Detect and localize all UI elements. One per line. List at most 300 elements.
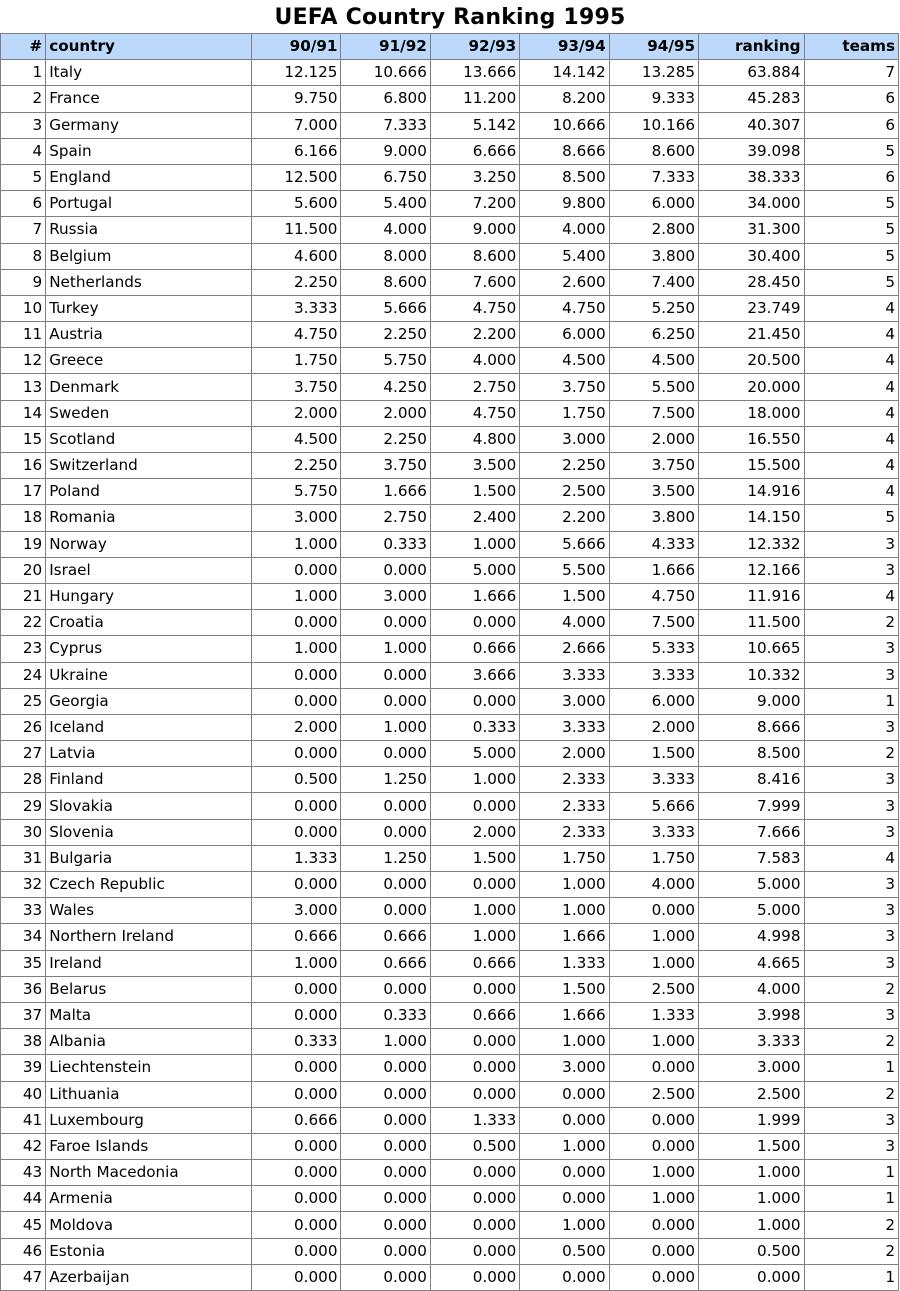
rank-number-cell: 3: [1, 112, 46, 138]
season-90-91-cell: 0.000: [252, 1002, 341, 1028]
teams-cell: 1: [804, 1160, 898, 1186]
season-93-94-cell: 3.333: [520, 662, 609, 688]
rank-number-cell: 15: [1, 426, 46, 452]
rank-number-cell: 32: [1, 872, 46, 898]
rank-number-cell: 25: [1, 688, 46, 714]
ranking-cell: 11.916: [699, 583, 804, 609]
teams-cell: 7: [804, 60, 898, 86]
rank-number-cell: 17: [1, 479, 46, 505]
ranking-cell: 0.000: [699, 1264, 804, 1290]
table-row: [1, 243, 899, 269]
ranking-cell: 1.000: [699, 1212, 804, 1238]
column-header-season-93-94[interactable]: 93/94: [520, 34, 609, 60]
country-cell: Scotland: [46, 426, 252, 452]
country-cell: North Macedonia: [46, 1160, 252, 1186]
season-94-95-cell: 6.000: [609, 688, 698, 714]
season-90-91-cell: 3.000: [252, 505, 341, 531]
season-90-91-cell: 2.000: [252, 714, 341, 740]
teams-cell: 3: [804, 1107, 898, 1133]
season-91-92-cell: 0.000: [341, 872, 430, 898]
season-90-91-cell: 3.750: [252, 374, 341, 400]
season-93-94-cell: 4.000: [520, 217, 609, 243]
ranking-cell: 38.333: [699, 164, 804, 190]
ranking-cell: 8.666: [699, 714, 804, 740]
season-92-93-cell: 0.666: [430, 636, 519, 662]
country-cell: Spain: [46, 138, 252, 164]
ranking-cell: 10.332: [699, 662, 804, 688]
season-94-95-cell: 10.166: [609, 112, 698, 138]
table-row: [1, 872, 899, 898]
season-92-93-cell: 2.750: [430, 374, 519, 400]
season-94-95-cell: 1.500: [609, 741, 698, 767]
season-91-92-cell: 0.000: [341, 1238, 430, 1264]
table-row: [1, 400, 899, 426]
season-94-95-cell: 2.000: [609, 714, 698, 740]
season-93-94-cell: 0.000: [520, 1160, 609, 1186]
season-93-94-cell: 9.800: [520, 191, 609, 217]
rank-number-cell: 35: [1, 950, 46, 976]
season-91-92-cell: 0.333: [341, 531, 430, 557]
country-cell: Russia: [46, 217, 252, 243]
rank-number-cell: 10: [1, 295, 46, 321]
season-93-94-cell: 0.000: [520, 1081, 609, 1107]
season-93-94-cell: 2.200: [520, 505, 609, 531]
teams-cell: 5: [804, 505, 898, 531]
season-94-95-cell: 7.500: [609, 400, 698, 426]
season-93-94-cell: 10.666: [520, 112, 609, 138]
season-90-91-cell: 2.250: [252, 269, 341, 295]
table-row: [1, 348, 899, 374]
season-94-95-cell: 6.000: [609, 191, 698, 217]
season-93-94-cell: 2.600: [520, 269, 609, 295]
season-91-92-cell: 2.000: [341, 400, 430, 426]
country-cell: Romania: [46, 505, 252, 531]
season-93-94-cell: 8.666: [520, 138, 609, 164]
teams-cell: 3: [804, 662, 898, 688]
season-91-92-cell: 0.000: [341, 976, 430, 1002]
season-92-93-cell: 0.000: [430, 1186, 519, 1212]
season-91-92-cell: 2.250: [341, 322, 430, 348]
country-cell: Estonia: [46, 1238, 252, 1264]
season-90-91-cell: 0.333: [252, 1029, 341, 1055]
country-cell: Bulgaria: [46, 845, 252, 871]
season-91-92-cell: 3.750: [341, 453, 430, 479]
country-cell: Croatia: [46, 610, 252, 636]
column-header-season-91-92[interactable]: 91/92: [341, 34, 430, 60]
table-row: [1, 950, 899, 976]
teams-cell: 3: [804, 819, 898, 845]
season-90-91-cell: 0.000: [252, 1133, 341, 1159]
table-row: [1, 60, 899, 86]
country-cell: Austria: [46, 322, 252, 348]
season-94-95-cell: 3.333: [609, 662, 698, 688]
season-94-95-cell: 3.333: [609, 767, 698, 793]
season-92-93-cell: 0.000: [430, 1212, 519, 1238]
season-90-91-cell: 0.000: [252, 1160, 341, 1186]
teams-cell: 4: [804, 348, 898, 374]
ranking-cell: 5.000: [699, 898, 804, 924]
country-cell: Liechtenstein: [46, 1055, 252, 1081]
season-92-93-cell: 0.000: [430, 976, 519, 1002]
ranking-cell: 11.500: [699, 610, 804, 636]
season-92-93-cell: 2.000: [430, 819, 519, 845]
country-cell: Wales: [46, 898, 252, 924]
season-90-91-cell: 0.666: [252, 924, 341, 950]
table-row: [1, 164, 899, 190]
teams-cell: 3: [804, 714, 898, 740]
season-91-92-cell: 4.250: [341, 374, 430, 400]
season-94-95-cell: 1.000: [609, 924, 698, 950]
season-93-94-cell: 8.500: [520, 164, 609, 190]
teams-cell: 5: [804, 217, 898, 243]
season-92-93-cell: 0.000: [430, 1081, 519, 1107]
season-91-92-cell: 1.250: [341, 767, 430, 793]
ranking-cell: 21.450: [699, 322, 804, 348]
column-header-season-90-91[interactable]: 90/91: [252, 34, 341, 60]
season-92-93-cell: 0.666: [430, 950, 519, 976]
table-row: [1, 845, 899, 871]
teams-cell: 5: [804, 243, 898, 269]
rank-number-cell: 30: [1, 819, 46, 845]
season-93-94-cell: 2.000: [520, 741, 609, 767]
season-91-92-cell: 0.000: [341, 662, 430, 688]
table-row: [1, 426, 899, 452]
season-90-91-cell: 2.250: [252, 453, 341, 479]
rank-number-cell: 40: [1, 1081, 46, 1107]
season-90-91-cell: 0.000: [252, 1264, 341, 1290]
table-row: [1, 112, 899, 138]
rank-number-cell: 11: [1, 322, 46, 348]
season-92-93-cell: 0.666: [430, 1002, 519, 1028]
ranking-cell: 15.500: [699, 453, 804, 479]
teams-cell: 5: [804, 191, 898, 217]
teams-cell: 4: [804, 426, 898, 452]
season-90-91-cell: 0.000: [252, 741, 341, 767]
country-cell: Georgia: [46, 688, 252, 714]
season-93-94-cell: 0.000: [520, 1264, 609, 1290]
season-93-94-cell: 1.666: [520, 1002, 609, 1028]
season-93-94-cell: 5.400: [520, 243, 609, 269]
ranking-cell: 1.500: [699, 1133, 804, 1159]
season-94-95-cell: 9.333: [609, 86, 698, 112]
ranking-cell: 3.000: [699, 1055, 804, 1081]
season-92-93-cell: 1.000: [430, 767, 519, 793]
rank-number-cell: 42: [1, 1133, 46, 1159]
teams-cell: 2: [804, 976, 898, 1002]
ranking-cell: 63.884: [699, 60, 804, 86]
season-93-94-cell: 4.000: [520, 610, 609, 636]
season-92-93-cell: 4.800: [430, 426, 519, 452]
teams-cell: 3: [804, 898, 898, 924]
season-90-91-cell: 0.000: [252, 1186, 341, 1212]
season-92-93-cell: 0.000: [430, 688, 519, 714]
table-row: [1, 453, 899, 479]
rank-number-cell: 13: [1, 374, 46, 400]
season-94-95-cell: 7.500: [609, 610, 698, 636]
season-93-94-cell: 4.750: [520, 295, 609, 321]
season-92-93-cell: 13.666: [430, 60, 519, 86]
season-90-91-cell: 11.500: [252, 217, 341, 243]
table-header: [1, 34, 899, 60]
table-row: [1, 1002, 899, 1028]
season-90-91-cell: 0.000: [252, 819, 341, 845]
season-92-93-cell: 11.200: [430, 86, 519, 112]
season-91-92-cell: 3.000: [341, 583, 430, 609]
country-cell: Poland: [46, 479, 252, 505]
season-94-95-cell: 0.000: [609, 1264, 698, 1290]
table-row: [1, 793, 899, 819]
season-90-91-cell: 5.750: [252, 479, 341, 505]
season-93-94-cell: 1.666: [520, 924, 609, 950]
rank-number-cell: 36: [1, 976, 46, 1002]
table-row: [1, 322, 899, 348]
teams-cell: 4: [804, 322, 898, 348]
page-title: UEFA Country Ranking 1995: [274, 5, 626, 30]
season-91-92-cell: 1.000: [341, 636, 430, 662]
table-row: [1, 217, 899, 243]
season-94-95-cell: 1.000: [609, 1160, 698, 1186]
season-90-91-cell: 1.000: [252, 531, 341, 557]
rank-number-cell: 29: [1, 793, 46, 819]
season-91-92-cell: 8.000: [341, 243, 430, 269]
season-90-91-cell: 5.600: [252, 191, 341, 217]
season-90-91-cell: 0.000: [252, 976, 341, 1002]
table-row: [1, 819, 899, 845]
season-93-94-cell: 0.000: [520, 1186, 609, 1212]
teams-cell: 4: [804, 845, 898, 871]
column-header-country[interactable]: country: [46, 34, 252, 60]
rank-number-cell: 33: [1, 898, 46, 924]
ranking-cell: 23.749: [699, 295, 804, 321]
table-row: [1, 138, 899, 164]
ranking-cell: 0.500: [699, 1238, 804, 1264]
season-93-94-cell: 2.333: [520, 819, 609, 845]
country-cell: Malta: [46, 1002, 252, 1028]
season-92-93-cell: 4.750: [430, 295, 519, 321]
season-91-92-cell: 7.333: [341, 112, 430, 138]
season-92-93-cell: 4.750: [430, 400, 519, 426]
country-cell: Norway: [46, 531, 252, 557]
ranking-cell: 3.333: [699, 1029, 804, 1055]
table-row: [1, 1133, 899, 1159]
season-91-92-cell: 0.000: [341, 1212, 430, 1238]
season-90-91-cell: 3.000: [252, 898, 341, 924]
column-header-ranking[interactable]: ranking: [699, 34, 804, 60]
rank-number-cell: 37: [1, 1002, 46, 1028]
season-94-95-cell: 2.800: [609, 217, 698, 243]
country-cell: England: [46, 164, 252, 190]
table-body: [1, 60, 899, 1291]
teams-cell: 3: [804, 1133, 898, 1159]
column-header-season-92-93[interactable]: 92/93: [430, 34, 519, 60]
season-90-91-cell: 0.000: [252, 1081, 341, 1107]
rank-number-cell: 16: [1, 453, 46, 479]
season-90-91-cell: 1.000: [252, 950, 341, 976]
season-91-92-cell: 1.000: [341, 1029, 430, 1055]
season-92-93-cell: 0.500: [430, 1133, 519, 1159]
season-90-91-cell: 4.600: [252, 243, 341, 269]
rank-number-cell: 9: [1, 269, 46, 295]
table-row: [1, 767, 899, 793]
country-cell: Faroe Islands: [46, 1133, 252, 1159]
country-cell: Lithuania: [46, 1081, 252, 1107]
season-93-94-cell: 5.500: [520, 557, 609, 583]
season-91-92-cell: 9.000: [341, 138, 430, 164]
season-90-91-cell: 0.000: [252, 557, 341, 583]
season-93-94-cell: 1.000: [520, 898, 609, 924]
country-cell: Azerbaijan: [46, 1264, 252, 1290]
teams-cell: 3: [804, 531, 898, 557]
season-94-95-cell: 8.600: [609, 138, 698, 164]
season-93-94-cell: 1.000: [520, 1212, 609, 1238]
teams-cell: 1: [804, 1264, 898, 1290]
column-header-teams[interactable]: teams: [804, 34, 898, 60]
ranking-cell: 20.500: [699, 348, 804, 374]
table-row: [1, 1238, 899, 1264]
season-93-94-cell: 2.333: [520, 767, 609, 793]
season-93-94-cell: 1.000: [520, 1029, 609, 1055]
table-row: [1, 531, 899, 557]
season-90-91-cell: 6.166: [252, 138, 341, 164]
season-91-92-cell: 0.000: [341, 793, 430, 819]
season-90-91-cell: 0.666: [252, 1107, 341, 1133]
table-row: [1, 662, 899, 688]
season-93-94-cell: 1.750: [520, 400, 609, 426]
season-90-91-cell: 4.500: [252, 426, 341, 452]
season-93-94-cell: 3.333: [520, 714, 609, 740]
teams-cell: 3: [804, 636, 898, 662]
season-92-93-cell: 3.250: [430, 164, 519, 190]
teams-cell: 3: [804, 793, 898, 819]
season-91-92-cell: 1.666: [341, 479, 430, 505]
country-cell: Armenia: [46, 1186, 252, 1212]
season-92-93-cell: 2.200: [430, 322, 519, 348]
rank-number-cell: 31: [1, 845, 46, 871]
rank-number-cell: 19: [1, 531, 46, 557]
ranking-cell: 1.999: [699, 1107, 804, 1133]
ranking-cell: 7.999: [699, 793, 804, 819]
season-94-95-cell: 0.000: [609, 898, 698, 924]
season-92-93-cell: 0.000: [430, 1029, 519, 1055]
season-90-91-cell: 12.125: [252, 60, 341, 86]
country-cell: France: [46, 86, 252, 112]
country-cell: Portugal: [46, 191, 252, 217]
ranking-table: [0, 33, 899, 1291]
season-92-93-cell: 0.000: [430, 1055, 519, 1081]
table-row: [1, 688, 899, 714]
country-cell: Israel: [46, 557, 252, 583]
season-92-93-cell: 3.500: [430, 453, 519, 479]
season-93-94-cell: 6.000: [520, 322, 609, 348]
season-92-93-cell: 0.000: [430, 1160, 519, 1186]
season-90-91-cell: 0.000: [252, 872, 341, 898]
season-92-93-cell: 1.000: [430, 924, 519, 950]
season-93-94-cell: 0.500: [520, 1238, 609, 1264]
season-91-92-cell: 0.000: [341, 1160, 430, 1186]
country-cell: Ireland: [46, 950, 252, 976]
column-header-season-94-95[interactable]: 94/95: [609, 34, 698, 60]
ranking-cell: 1.000: [699, 1186, 804, 1212]
table-row: [1, 924, 899, 950]
season-91-92-cell: 5.400: [341, 191, 430, 217]
country-cell: Netherlands: [46, 269, 252, 295]
season-94-95-cell: 5.500: [609, 374, 698, 400]
season-94-95-cell: 1.000: [609, 1186, 698, 1212]
season-93-94-cell: 1.333: [520, 950, 609, 976]
season-91-92-cell: 0.000: [341, 819, 430, 845]
teams-cell: 2: [804, 610, 898, 636]
teams-cell: 1: [804, 1186, 898, 1212]
ranking-cell: 7.583: [699, 845, 804, 871]
ranking-cell: 4.000: [699, 976, 804, 1002]
ranking-cell: 31.300: [699, 217, 804, 243]
ranking-cell: 4.998: [699, 924, 804, 950]
country-cell: Ukraine: [46, 662, 252, 688]
ranking-cell: 8.500: [699, 741, 804, 767]
season-91-92-cell: 10.666: [341, 60, 430, 86]
ranking-cell: 4.665: [699, 950, 804, 976]
rank-number-cell: 21: [1, 583, 46, 609]
season-94-95-cell: 0.000: [609, 1133, 698, 1159]
country-cell: Sweden: [46, 400, 252, 426]
season-92-93-cell: 3.666: [430, 662, 519, 688]
season-92-93-cell: 5.000: [430, 557, 519, 583]
rank-number-cell: 1: [1, 60, 46, 86]
ranking-cell: 8.416: [699, 767, 804, 793]
rank-number-cell: 38: [1, 1029, 46, 1055]
season-92-93-cell: 9.000: [430, 217, 519, 243]
season-91-92-cell: 2.750: [341, 505, 430, 531]
season-90-91-cell: 0.000: [252, 688, 341, 714]
ranking-cell: 34.000: [699, 191, 804, 217]
table-row: [1, 1186, 899, 1212]
season-92-93-cell: 4.000: [430, 348, 519, 374]
season-93-94-cell: 14.142: [520, 60, 609, 86]
teams-cell: 3: [804, 767, 898, 793]
country-cell: Greece: [46, 348, 252, 374]
season-93-94-cell: 1.000: [520, 872, 609, 898]
season-91-92-cell: 0.000: [341, 1133, 430, 1159]
rank-number-cell: 18: [1, 505, 46, 531]
rank-number-cell: 27: [1, 741, 46, 767]
season-92-93-cell: 1.000: [430, 531, 519, 557]
season-93-94-cell: 5.666: [520, 531, 609, 557]
ranking-cell: 7.666: [699, 819, 804, 845]
column-header-rank-number[interactable]: #: [1, 34, 46, 60]
season-91-92-cell: 2.250: [341, 426, 430, 452]
season-91-92-cell: 1.250: [341, 845, 430, 871]
rank-number-cell: 12: [1, 348, 46, 374]
season-92-93-cell: 1.500: [430, 479, 519, 505]
season-90-91-cell: 0.000: [252, 793, 341, 819]
season-94-95-cell: 5.333: [609, 636, 698, 662]
country-cell: Belgium: [46, 243, 252, 269]
season-93-94-cell: 4.500: [520, 348, 609, 374]
rank-number-cell: 39: [1, 1055, 46, 1081]
table-row: [1, 557, 899, 583]
country-cell: Northern Ireland: [46, 924, 252, 950]
rank-number-cell: 14: [1, 400, 46, 426]
season-90-91-cell: 0.000: [252, 1055, 341, 1081]
season-94-95-cell: 3.500: [609, 479, 698, 505]
ranking-cell: 45.283: [699, 86, 804, 112]
season-93-94-cell: 8.200: [520, 86, 609, 112]
table-row: [1, 583, 899, 609]
season-93-94-cell: 2.500: [520, 479, 609, 505]
table-row: [1, 741, 899, 767]
rank-number-cell: 23: [1, 636, 46, 662]
season-94-95-cell: 4.750: [609, 583, 698, 609]
